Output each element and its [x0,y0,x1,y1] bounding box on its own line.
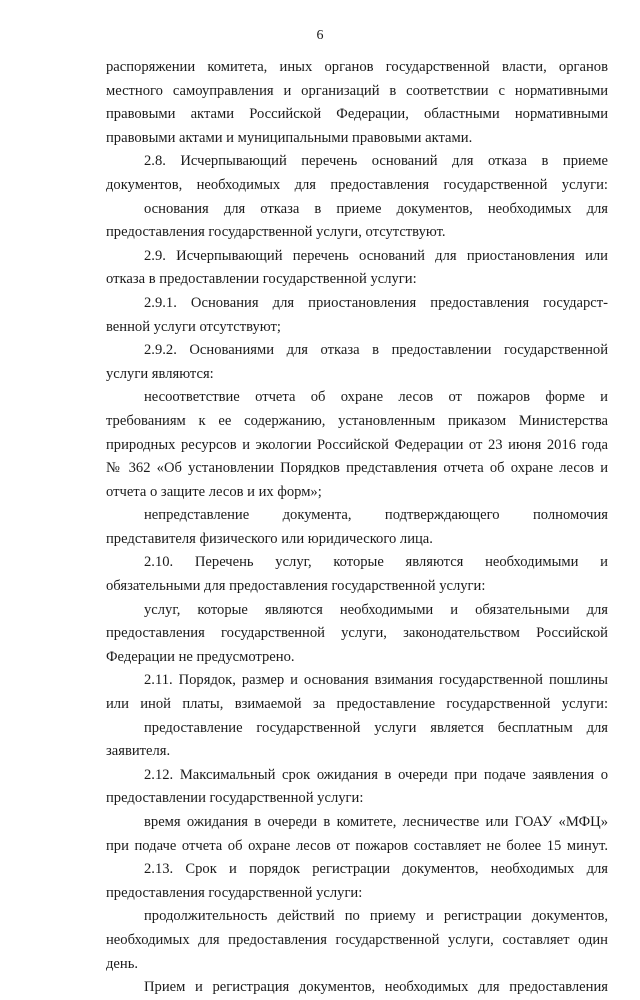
text-line: распоряжении комитета, иных органов государственной власти, органов [106,59,608,75]
text-line: 2.8. Исчерпывающий перечень оснований для отказа в приеме [144,153,608,170]
text-line: отказа в предоставлении государственной услуги: [106,271,417,288]
text-line: 2.9.2. Основаниями для отказа в предоставлении государственной [144,342,608,359]
text-line: день. [106,955,139,972]
text-line: предоставления государственной услуги, законодательством Российской [106,625,608,642]
text-line: предоставлении государственной услуги: [106,790,364,807]
text-line: услуг, которые являются необходимыми и обязательными для [144,601,608,618]
text-line: 2.11. Порядок, размер и основания взимания государственной пошлины [144,672,608,689]
text-line: 2.12. Максимальный срок ожидания в очереди при подаче заявления о [144,766,608,783]
text-line: несоответствие отчета об охране лесов от пожаров форме и [144,389,608,406]
text-line: документов, необходимых для предоставления государственной услуги: [106,176,608,193]
text-line: время ожидания в очереди в комитете, лесничестве или ГОАУ «МФЦ» [144,814,608,830]
text-line: природных ресурсов и экологии Российской Федерации от 23 июня 2016 года [106,436,608,453]
text-line: 2.13. Срок и порядок регистрации документов, необходимых для [144,861,608,878]
text-line: предоставление государственной услуги является бесплатным для [144,719,608,736]
text-line: при подаче отчета об охране лесов от пожаров составляет не более 15 минут. [106,837,608,854]
text-line: предоставления государственной услуги, отсутствуют. [106,224,446,241]
text-line: требованиям к ее содержанию, установленным приказом Министерства [106,412,608,429]
text-line: правовыми актами и муниципальными правовыми актами. [106,129,473,146]
text-line: необходимых для предоставления государственной услуги, составляет один [106,931,608,948]
text-line: 2.10. Перечень услуг, которые являются необходимыми и [144,554,608,571]
text-line: Федерации не предусмотрено. [106,648,295,665]
text-line: обязательными для предоставления государственной услуги: [106,578,486,595]
text-line: продолжительность действий по приему и регистрации документов, [144,908,608,925]
text-line: заявителя. [106,743,171,760]
text-line: основания для отказа в приеме документов, необходимых для [144,200,608,217]
text-line: непредставление документа, подтверждающего полномочия [144,507,608,524]
page-number: 6 [316,28,324,43]
text-line: услуги являются: [106,365,214,382]
text-line: местного самоуправления и организаций в соответствии с нормативными [106,82,608,99]
text-line: представителя физического или юридического лица. [106,530,433,547]
text-line: или иной платы, взимаемой за предоставление государственной услуги: [106,696,608,713]
text-line: венной услуги отсутствуют; [106,318,281,335]
text-line: отчета о защите лесов и их форм»; [106,483,322,500]
text-line: Прием и регистрация документов, необходимых для предоставления [144,979,608,996]
text-line: 2.9.1. Основания для приостановления предоставления государст- [144,294,608,311]
text-line: 2.9. Исчерпывающий перечень оснований для приостановления или [144,247,608,264]
text-line: № 362 «Об установлении Порядков представления отчета об охране лесов и [106,460,608,477]
text-line: предоставления государственной услуги: [106,884,363,901]
document-body [106,56,608,1000]
text-line: правовыми актами Российской Федерации, областными нормативными [106,106,608,123]
